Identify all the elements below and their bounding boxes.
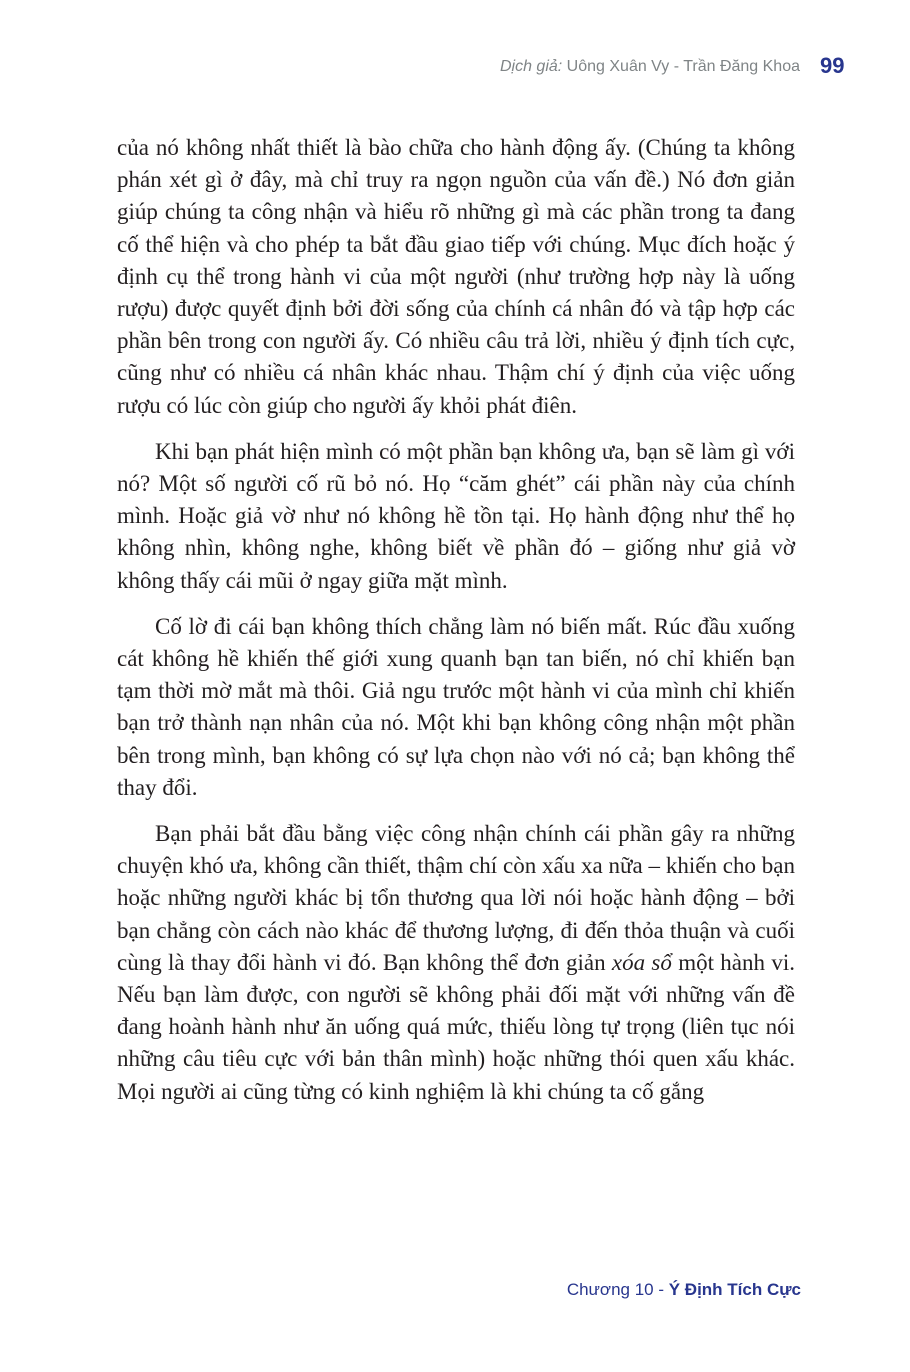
paragraph: Khi bạn phát hiện mình có một phần bạn không ưa, bạn sẽ làm gì với nó? Một số người cố rũ bỏ nó. Họ “căm ghét” cái phần này của chính mình. Hoặc giả vờ như nó không hề tồn tại. Họ hành động như thể họ không nhìn, không nghe, không biết về phần đó – giống như giả vờ không thấy cái mũi ở ngay giữa mặt mình. [117, 438, 795, 593]
emphasis-text: xóa sổ [611, 949, 672, 975]
running-head [499, 53, 845, 78]
translator-label: Dịch giả: [499, 58, 563, 75]
chapter-number: Chương 10 - [566, 1280, 669, 1299]
paragraph [117, 818, 795, 1108]
paragraph-text: Bạn phải bắt đầu bằng việc công nhận chính cái phần gây ra những chuyện khó ưa, không cần thiết, thậm chí còn xấu xa nữa – khiến cho bạn hoặc những người khác bị tổn thương qua lời nói hoặc hành động – bởi bạn chẳng còn cách nào khác để thương lượng, đi đến thỏa thuận và cuối cùng là thay đổi hành vi đó. Bạn không thể đơn giản [117, 821, 795, 975]
page-number: 99 [820, 53, 845, 78]
body-text [117, 132, 795, 1122]
chapter-title: Ý Định Tích Cực [668, 1280, 801, 1299]
paragraph-text: một hành vi. Nếu bạn làm được, con người sẽ không phải đối mặt với những vấn đề đang hoành hành như ăn uống quá mức, thiếu lòng tự trọng (liên tục nói những câu tiêu cực với bản thân mình) hoặc những thói quen xấu khác. Mọi người ai cũng từng có kinh nghiệm là khi chúng ta cố gắng [117, 949, 795, 1104]
paragraph: Cố lờ đi cái bạn không thích chẳng làm nó biến mất. Rúc đầu xuống cát không hề khiến thế giới xung quanh bạn tan biến, nó chỉ khiến bạn tạm thời mờ mắt mà thôi. Giả ngu trước một hành vi của mình chỉ khiến bạn trở thành nạn nhân của nó. Một khi bạn không công nhận một phần bên trong mình, bạn không có sự lựa chọn nào với nó cả; bạn không thể thay đổi. [117, 613, 795, 800]
running-foot [567, 1280, 801, 1300]
paragraph-continued: của nó không nhất thiết là bào chữa cho hành động ấy. (Chúng ta không phán xét gì ở đây, mà chỉ truy ra ngọn nguồn của vấn đề.) Nó đơn giản giúp chúng ta công nhận và hiểu rõ những gì mà các phần trong ta đang cố thể hiện và cho phép ta bắt đầu giao tiếp với chúng. Mục đích hoặc ý định cụ thể trong hành vi của một người (như trường hợp này là uống rượu) được quyết định bởi đời sống của chính cá nhân đó và tập hợp các phần bên trong con người ấy. Có nhiều câu trả lời, nhiều ý định tích cực, cũng như có nhiều cá nhân khác nhau. Thậm chí ý định của việc uống rượu có lúc còn giúp cho người ấy khỏi phát điên. [117, 135, 795, 418]
translator-names: Uông Xuân Vy - Trần Đăng Khoa [566, 58, 800, 75]
